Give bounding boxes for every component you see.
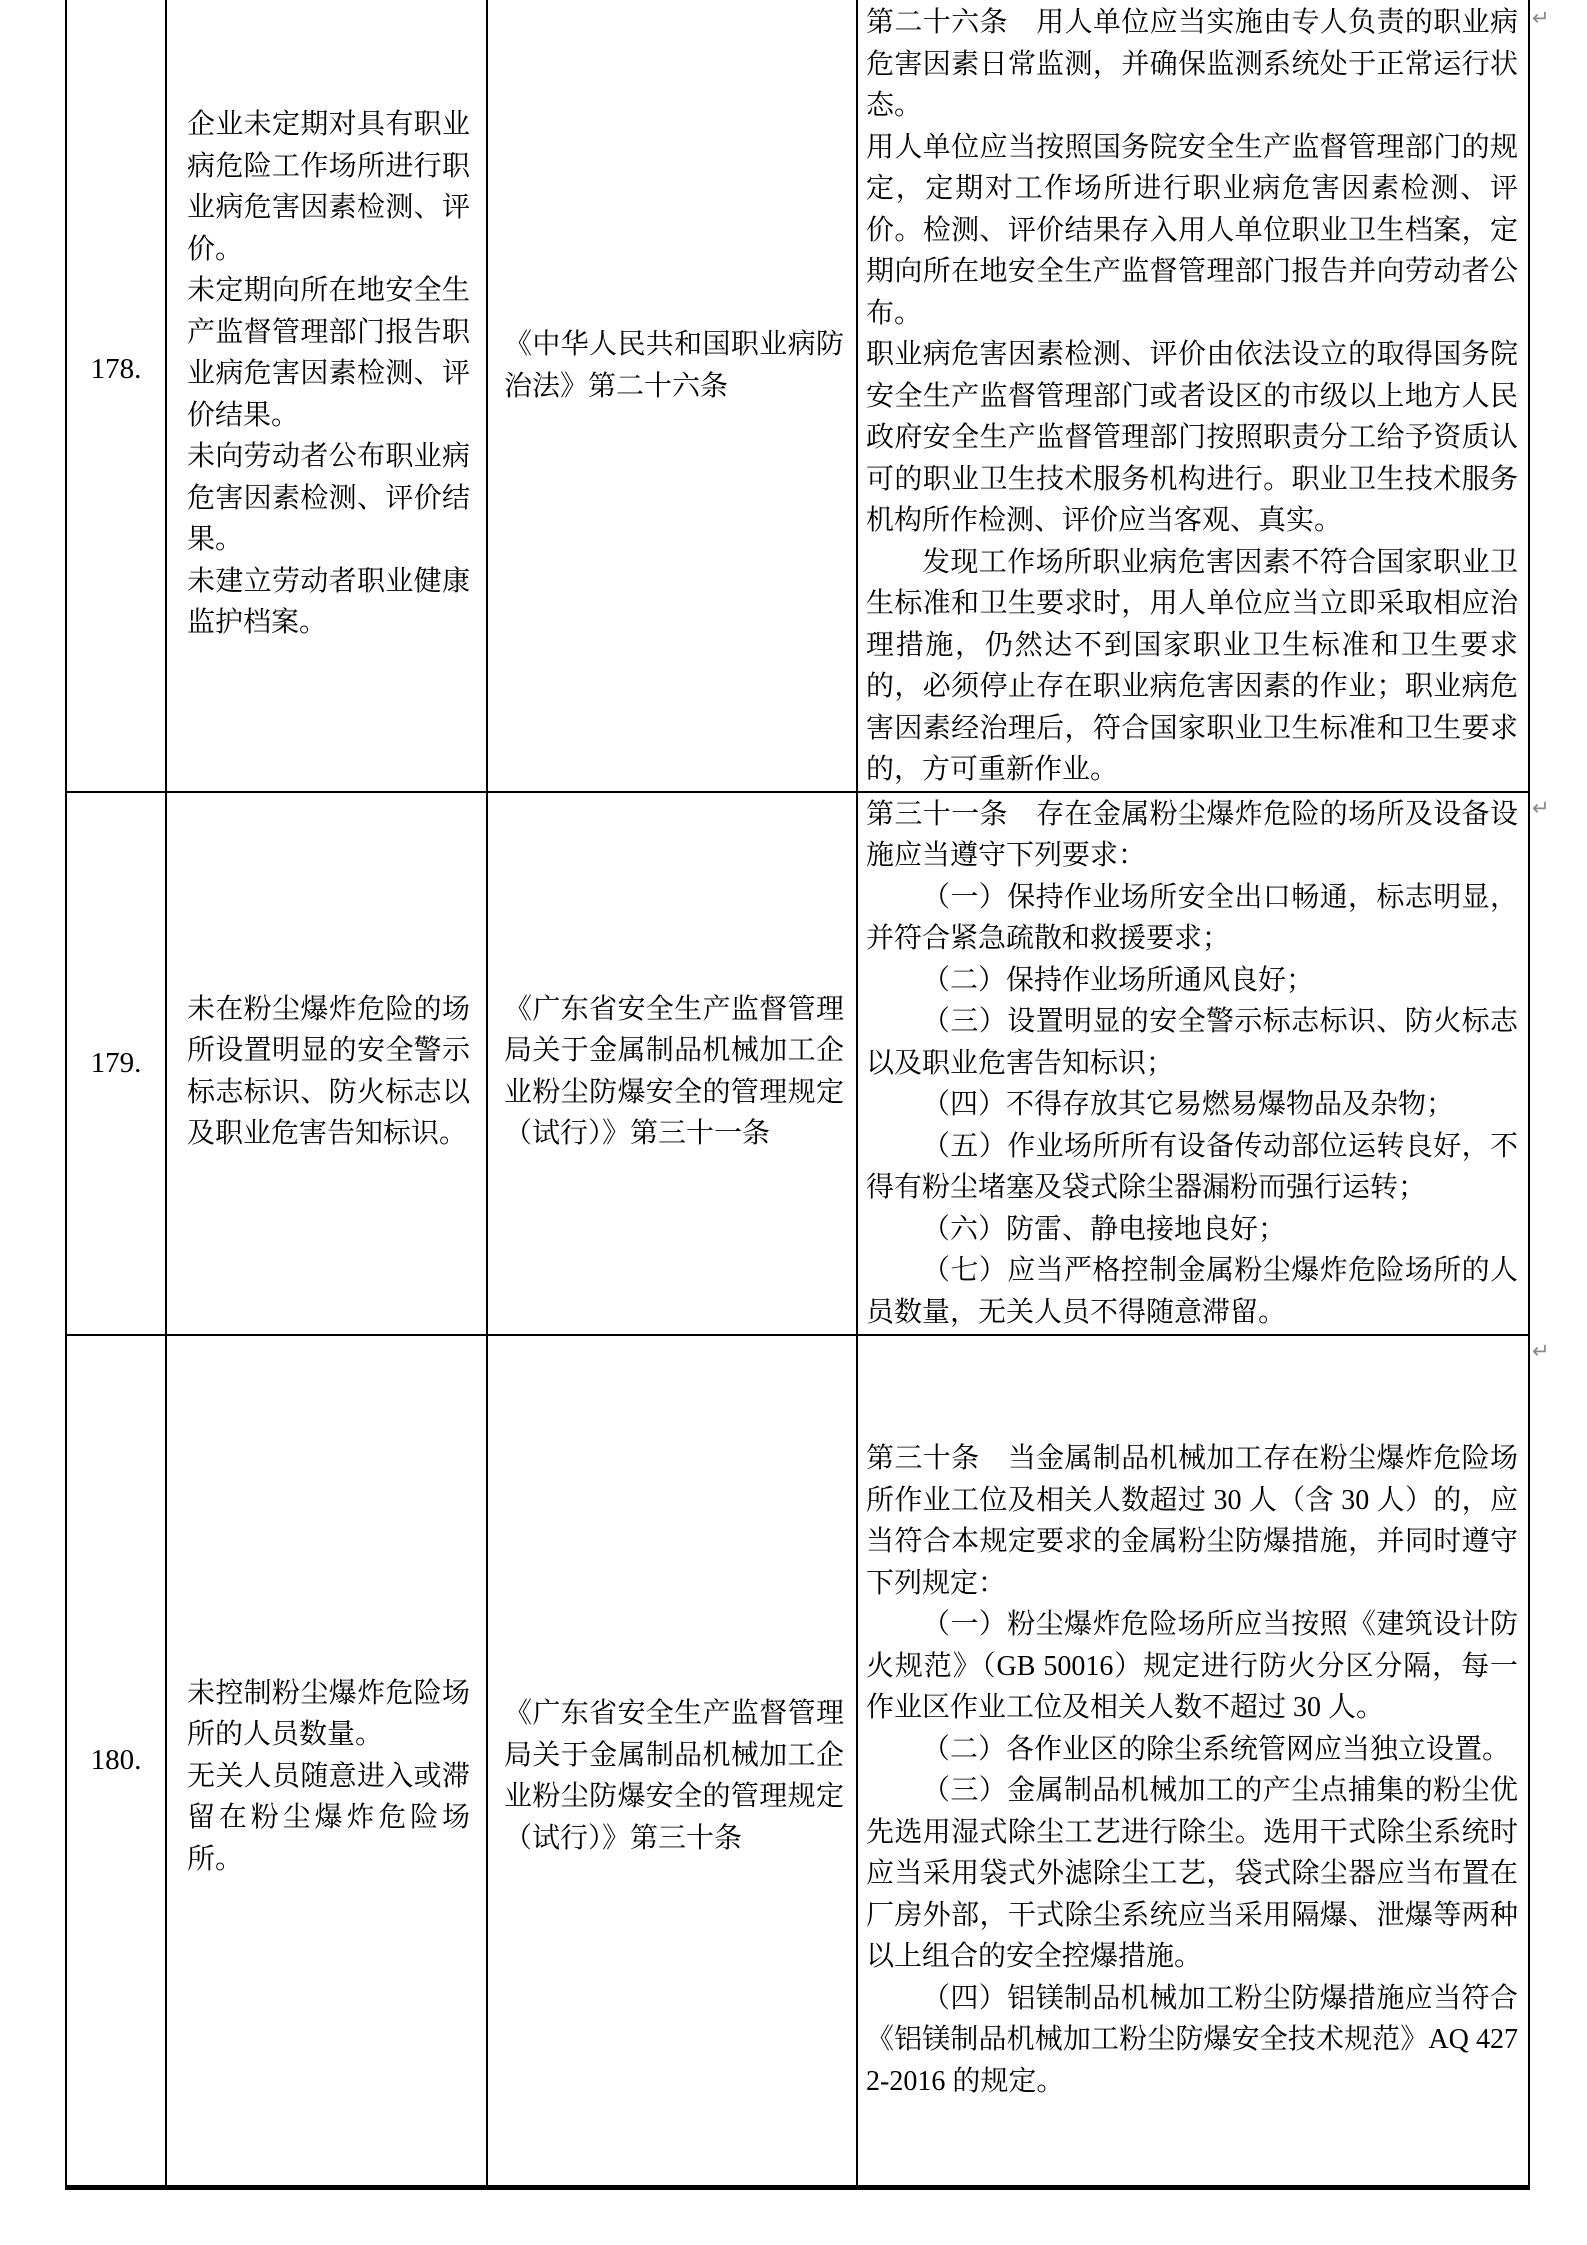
legal-basis-text: 《中华人民共和国职业病防治法》第二十六条 <box>504 329 844 402</box>
provision-paragraph: （六）防雷、静电接地良好； <box>922 1213 1287 1245</box>
legal-basis-cell <box>487 792 857 1335</box>
provision-text-cell <box>857 792 1529 1335</box>
provision-paragraph: （四）铝镁制品机械加工粉尘防爆措施应当符合《铝镁制品机械加工粉尘防爆安全技术规范》AQ 4272-2016 的规定。 <box>866 1982 1518 2097</box>
provision-paragraph: （三）设置明显的安全警示标志标识、防火标志以及职业危害告知标识； <box>866 1006 1518 1079</box>
violation-paragraph: 未定期向所在地安全生产监督管理部门报告职业病危害因素检测、评价结果。 <box>187 275 470 431</box>
provision-paragraph: （一）粉尘爆炸危险场所应当按照《建筑设计防火规范》（GB 50016）规定进行防火分区分隔，每一作业区作业工位及相关人数不超过 30 人。 <box>866 1609 1518 1724</box>
row-number: 180. <box>90 1743 142 1776</box>
provision-paragraph: 用人单位应当按照国务院安全生产监督管理部门的规定，定期对工作场所进行职业病危害因素检测、评价。检测、评价结果存入用人单位职业卫生档案，定期向所在地安全生产监督管理部门报告并向劳动者公布。 <box>866 131 1518 329</box>
violation-paragraph: 无关人员随意进入或滞留在粉尘爆炸危险场所。 <box>187 1760 470 1875</box>
provision-paragraph: 第二十六条 用人单位应当实施由专人负责的职业病危害因素日常监测，并确保监测系统处于正常运行状态。 <box>866 7 1518 121</box>
violation-paragraph: 未向劳动者公布职业病危害因素检测、评价结果。 <box>187 441 470 555</box>
violation-paragraph: 企业未定期对具有职业病危险工作场所进行职业病危害因素检测、评价。 <box>187 109 470 265</box>
violation-description-cell <box>166 0 487 792</box>
violation-paragraph: 未建立劳动者职业健康监护档案。 <box>187 565 470 638</box>
provision-text-cell <box>857 1335 1529 2187</box>
row-number-cell <box>66 1335 166 2187</box>
violation-paragraph: 未控制粉尘爆炸危险场所的人员数量。 <box>187 1677 470 1750</box>
legal-basis-text: 《广东省安全生产监督管理局关于金属制品机械加工企业粉尘防爆安全的管理规定（试行）》第三十条 <box>504 1698 844 1854</box>
provision-paragraph: （四）不得存放其它易燃易爆物品及杂物； <box>922 1089 1455 1121</box>
legal-basis-cell <box>487 1335 857 2187</box>
table-row <box>66 792 1529 1335</box>
violation-description-cell <box>166 792 487 1335</box>
row-number: 179. <box>90 1046 142 1079</box>
provision-paragraph: （一）保持作业场所安全出口畅通，标志明显，并符合紧急疏散和救援要求； <box>866 881 1518 955</box>
violation-paragraph: 未在粉尘爆炸危险的场所设置明显的安全警示标志标识、防火标志以及职业危害告知标识。 <box>187 993 470 1149</box>
regulation-table-body <box>66 0 1529 2187</box>
legal-basis-cell <box>487 0 857 792</box>
violation-description-cell <box>166 1335 487 2187</box>
row-number-cell <box>66 792 166 1335</box>
row-end-mark: ↵ <box>1532 1339 1550 1363</box>
provision-paragraph: 发现工作场所职业病危害因素不符合国家职业卫生标准和卫生要求时，用人单位应当立即采取相应治理措施，仍然达不到国家职业卫生标准和卫生要求的，必须停止存在职业病危害因素的作业；职业病危害因素经治理后，符合国家职业卫生标准和卫生要求的，方可重新作业。 <box>866 546 1518 785</box>
provision-paragraph: （二）各作业区的除尘系统管网应当独立设置。 <box>922 1733 1511 1765</box>
table-row <box>66 0 1529 792</box>
regulation-table <box>65 0 1530 2190</box>
provision-paragraph: （七）应当严格控制金属粉尘爆炸危险场所的人员数量，无关人员不得随意滞留。 <box>866 1255 1518 1328</box>
row-number: 178. <box>90 352 142 385</box>
provision-paragraph: （二）保持作业场所通风良好； <box>922 964 1315 996</box>
provision-paragraph: 第三十条 当金属制品机械加工存在粉尘爆炸危险场所作业工位及相关人数超过 30 人（含 30 人）的，应当符合本规定要求的金属粉尘防爆措施，并同时遵守下列规定： <box>866 1443 1518 1599</box>
provision-paragraph: 第三十一条 存在金属粉尘爆炸危险的场所及设备设施应当遵守下列要求： <box>866 798 1518 872</box>
provision-paragraph: 职业病危害因素检测、评价由依法设立的取得国务院安全生产监督管理部门或者设区的市级以上地方人民政府安全生产监督管理部门按照职责分工给予资质认可的职业卫生技术服务机构进行。职业卫生技术服务机构所作检测、评价应当客观、真实。 <box>866 339 1518 536</box>
row-end-mark: ↵ <box>1532 6 1550 30</box>
provision-paragraph: （五）作业场所所有设备传动部位运转良好，不得有粉尘堵塞及袋式除尘器漏粉而强行运转； <box>866 1130 1518 1204</box>
row-number-cell <box>66 0 166 792</box>
row-end-mark: ↵ <box>1532 796 1550 820</box>
legal-basis-text: 《广东省安全生产监督管理局关于金属制品机械加工企业粉尘防爆安全的管理规定（试行）》第三十一条 <box>504 993 844 1149</box>
provision-text-cell <box>857 0 1529 792</box>
table-row <box>66 1335 1529 2187</box>
provision-paragraph: （三）金属制品机械加工的产尘点捕集的粉尘优先选用湿式除尘工艺进行除尘。选用干式除尘系统时应当采用袋式外滤除尘工艺，袋式除尘器应当布置在厂房外部，干式除尘系统应当采用隔爆、泄爆等两种以上组合的安全控爆措施。 <box>866 1775 1518 1973</box>
